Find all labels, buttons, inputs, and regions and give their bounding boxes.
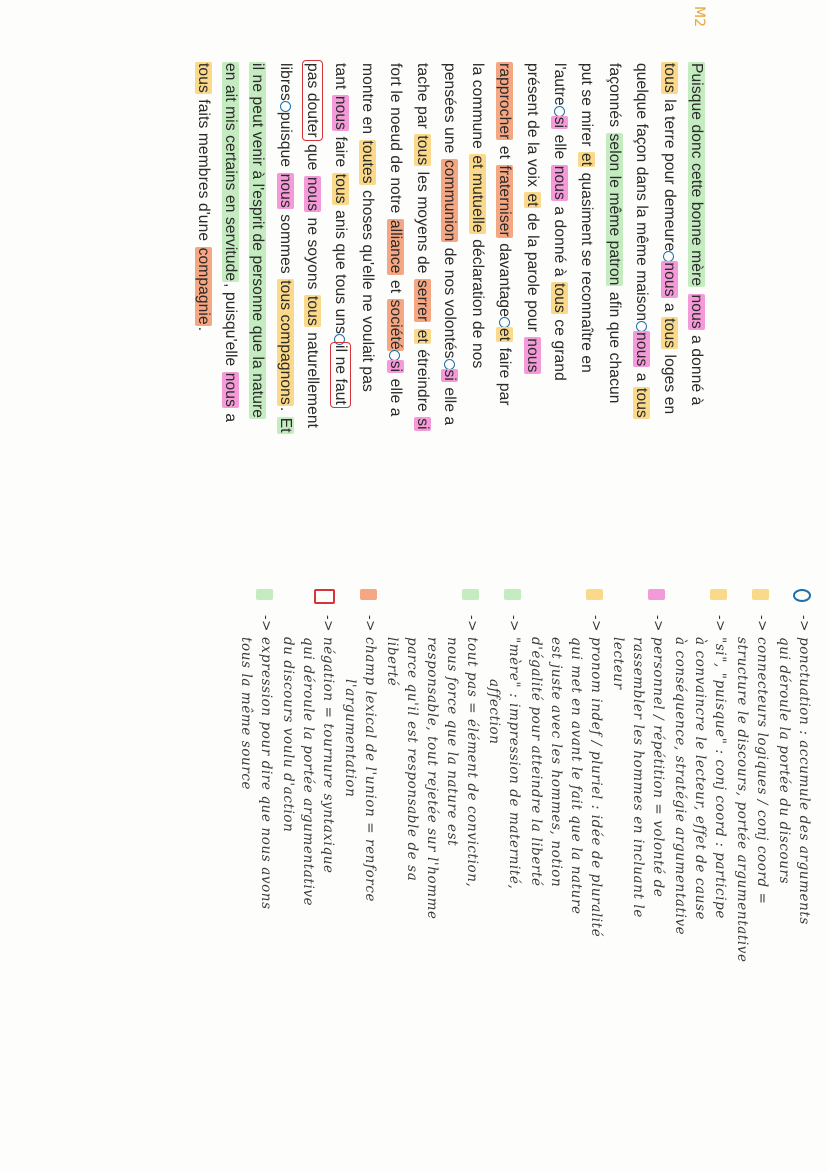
highlighted-word: serrer (413, 279, 431, 322)
legend-item (670, 585, 730, 1160)
legend-line: l'argumentation (342, 679, 358, 798)
excerpt-text: elle a (386, 374, 404, 417)
excerpt-text: et (386, 275, 404, 298)
excerpt-text: afin que chacun (605, 287, 623, 404)
legend-line: qui met en avant le fait que la nature (568, 637, 584, 915)
highlighted-word: nous (523, 338, 541, 373)
excerpt-line (628, 62, 655, 522)
legend-line: tous la même source (238, 637, 254, 791)
legend-line: lecteur (610, 637, 626, 690)
margin-mark: M2 (691, 6, 707, 28)
highlighted-word: nous (660, 262, 678, 297)
excerpt-text: faits membres d'une (194, 94, 212, 246)
legend-item (484, 585, 524, 1160)
excerpt-text: loges en (660, 350, 678, 415)
text-excerpt (189, 6, 710, 522)
legend-item (732, 585, 772, 1160)
highlighted-word: tous (194, 63, 212, 93)
excerpt-line (683, 62, 710, 522)
legend-line: -> pronom indef / pluriel : idée de pluralité (588, 615, 604, 938)
highlighted-word: tous (550, 283, 568, 313)
green-swatch-icon (504, 589, 521, 600)
legend-line: -> ponctuation : accumule des arguments (796, 615, 812, 925)
legend-item (774, 585, 814, 1160)
excerpt-text: faire (331, 132, 349, 172)
excerpt-line (326, 62, 353, 522)
excerpt-text: a (222, 408, 240, 423)
excerpt-text: a (660, 298, 678, 317)
highlighted-word: compagnie (194, 247, 212, 325)
highlighted-word: si (413, 418, 431, 430)
legend-line: -> expression pour dire que nous avons (258, 615, 274, 910)
highlighted-word: nous (276, 173, 294, 208)
legend-item (382, 585, 482, 1160)
legend-line: d'égalité pour atteindre la liberté (528, 637, 544, 887)
highlighted-word: nous (633, 332, 651, 367)
legend-line: -> "si", "puisque" : conj coord : participe (712, 615, 728, 919)
green-swatch-icon (462, 589, 479, 600)
yellow-swatch-icon (752, 589, 769, 600)
pink-swatch-icon (648, 589, 665, 600)
excerpt-line (272, 62, 299, 522)
excerpt-text: pensées une (441, 63, 459, 158)
excerpt-text: faire par (496, 343, 514, 406)
excerpt-text: ne soyons (304, 213, 322, 294)
excerpt-text: naturellement (304, 327, 322, 429)
excerpt-text: libres (276, 63, 294, 101)
highlighted-word: nous (304, 176, 322, 212)
legend-line: à conséquence, stratégie argumentative (672, 637, 688, 936)
legend-line: du discours voulu d'action (280, 637, 296, 833)
legend-item (236, 585, 276, 1160)
excerpt-text: , puisqu'elle (222, 283, 240, 371)
highlighted-word: si (550, 116, 568, 129)
highlighted-word: et (496, 327, 514, 342)
highlighted-word: société (386, 299, 404, 350)
highlighted-word: toutes (359, 140, 377, 184)
excerpt-text: présent de la voix (523, 63, 541, 192)
excerpt-line (546, 62, 573, 522)
highlighted-word: fraterniser (496, 165, 514, 237)
excerpt-text (414, 322, 431, 328)
legend-line: affection (486, 679, 502, 745)
excerpt-text: étreindre (413, 344, 431, 417)
highlighted-word: tous compagnons (276, 280, 294, 405)
excerpt-line (217, 62, 244, 522)
legend-line: liberté (384, 637, 400, 687)
excerpt-text: a donné à (688, 330, 705, 406)
legend-line: -> tout pas = élément de conviction, (464, 615, 480, 888)
legend-line: -> "mère" : impression de maternité, (506, 615, 522, 890)
excerpt-text: quasiment se reconnaître en (578, 168, 596, 373)
highlighted-word: nous (550, 165, 568, 200)
highlighted-word: tous (660, 318, 678, 349)
excerpt-line (518, 62, 545, 522)
legend-line: nous force que la nature est (444, 637, 460, 847)
highlighted-word: rapprocher (496, 63, 514, 140)
legend-line: parce qu'il est responsable de sa (404, 637, 420, 882)
highlighted-word: selon le même patron (605, 133, 623, 286)
excerpt-text: et (496, 141, 514, 164)
legend-item (526, 585, 606, 1160)
highlighted-word: communion (441, 159, 459, 242)
comma-circle-icon (444, 359, 455, 370)
excerpt-text: de la parole pour (523, 208, 541, 337)
excerpt-lines (189, 62, 710, 522)
highlighted-word: il ne peut venir à l'esprit de personne que la nature (249, 63, 267, 419)
legend-line: est juste avec les hommes, notion (548, 637, 564, 888)
excerpt-line (189, 62, 216, 522)
excerpt-text: davantage (496, 238, 514, 317)
highlighted-word: tous (331, 173, 349, 204)
excerpt-text: anis que tous uns (331, 205, 349, 335)
highlighted-word: alliance (386, 219, 404, 274)
legend-line: à convaincre le lecteur, effet de cause (692, 637, 708, 921)
excerpt-text: l'autre (550, 63, 568, 106)
excerpt-text: que (304, 139, 322, 175)
excerpt-text: tant (331, 63, 349, 94)
yellow-swatch-icon (710, 589, 727, 600)
excerpt-line (436, 62, 463, 522)
excerpt-line (409, 62, 436, 522)
excerpt-text: la terre pour demeure (660, 94, 678, 252)
excerpt-text: de nos volontés (441, 243, 459, 359)
highlighted-word: Puisque donc cette bonne mère (688, 63, 705, 287)
orange-swatch-icon (360, 589, 377, 600)
excerpt-text: montre en (359, 63, 377, 139)
yellow-swatch-icon (586, 589, 603, 600)
excerpt-text: sommes (276, 209, 294, 279)
legend-item (608, 585, 668, 1160)
excerpt-text: tache par (413, 63, 431, 134)
excerpt-line (381, 62, 408, 522)
excerpt-line (299, 62, 326, 522)
excerpt-text: fort le noeud de notre (386, 63, 404, 218)
legend-item (278, 585, 338, 1160)
legend-line: -> personnel / répétition = volonté de (650, 615, 666, 898)
highlighted-word: tous (304, 295, 322, 326)
excerpt-text: elle (550, 130, 568, 164)
excerpt-text: façonnés (605, 63, 623, 132)
green-swatch-icon (256, 589, 273, 600)
excerpt-text: les moyens de (413, 167, 431, 278)
highlighted-word: et (413, 329, 431, 343)
legend-line: structure le discours, portée argumentative (734, 637, 750, 963)
excerpt-text: . (194, 326, 212, 332)
highlighted-word: et mutuelle (468, 155, 486, 233)
excerpt-text: put se mirer (578, 63, 596, 151)
legend-line: qui déroule la portée argumentative (300, 637, 316, 907)
excerpt-line (600, 62, 627, 522)
highlighted-word: nous (331, 95, 349, 131)
legend-line: -> connecteurs logiques / conj coord = (754, 615, 770, 905)
circle-icon (793, 589, 811, 602)
excerpt-text: a donné à (550, 201, 568, 282)
highlighted-word: tous (413, 135, 431, 166)
excerpt-text: a (633, 368, 651, 387)
highlighted-word: nous (222, 372, 240, 407)
excerpt-text (688, 287, 705, 293)
boxed-negation: pas douter (304, 63, 322, 138)
excerpt-text: . (276, 406, 294, 416)
excerpt-text: puisque (276, 111, 294, 172)
excerpt-line (655, 62, 682, 522)
legend-line: rassembler les hommes en incluant le (630, 637, 646, 918)
excerpt-line (491, 62, 518, 522)
annotation-legend (234, 585, 814, 1160)
highlighted-word: et (523, 193, 541, 207)
legend-line: qui déroule la portée du discours (776, 637, 792, 885)
highlighted-word: tous (633, 388, 651, 418)
red-box-icon (314, 589, 335, 604)
legend-line: -> négation = tournure syntaxique (320, 615, 336, 874)
excerpt-line (354, 62, 381, 522)
legend-item (340, 585, 380, 1160)
excerpt-text: choses qu'elle ne voulait pas (359, 185, 377, 392)
excerpt-text: déclaration de nos (468, 234, 486, 369)
highlighted-word: si (386, 360, 404, 373)
legend-line: responsable, tout rejetée sur l'homme (424, 637, 440, 920)
highlighted-word: tous (660, 63, 678, 93)
highlighted-word: et (578, 152, 596, 167)
highlighted-word: Et (276, 417, 294, 433)
boxed-negation: il ne faut (331, 345, 349, 405)
highlighted-word: nous (688, 294, 705, 329)
excerpt-text: la commune (468, 63, 486, 154)
excerpt-text: quelque façon dans la même maison (633, 63, 651, 322)
excerpt-line (463, 62, 490, 522)
excerpt-line (573, 62, 600, 522)
excerpt-text: ce grand (550, 314, 568, 381)
excerpt-line (244, 62, 271, 522)
legend-line: -> champ lexical de l'union = renforce (362, 615, 378, 903)
highlighted-word: si (441, 369, 459, 381)
excerpt-text: elle a (441, 383, 459, 426)
highlighted-word: en ait mis certains en servitude (222, 63, 240, 282)
